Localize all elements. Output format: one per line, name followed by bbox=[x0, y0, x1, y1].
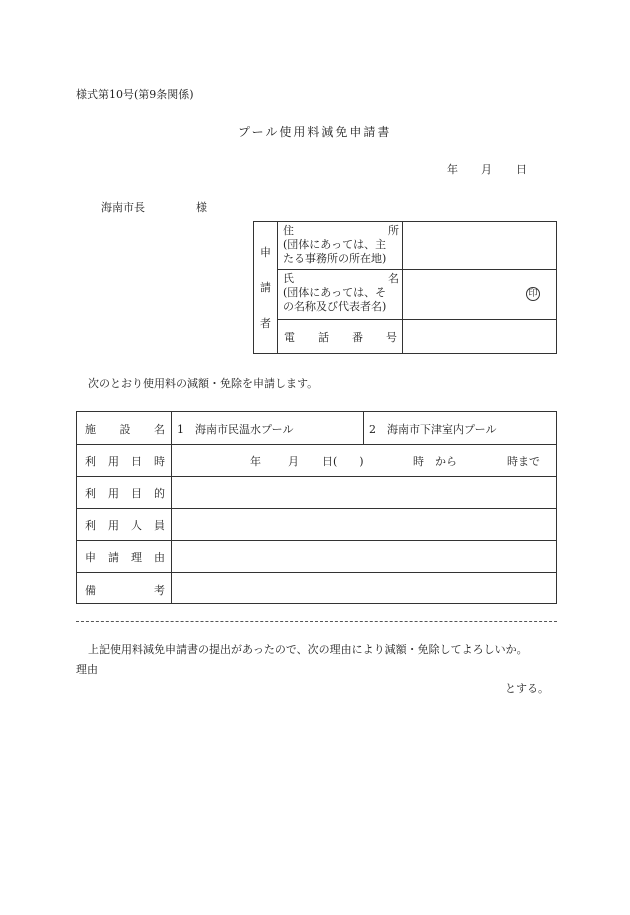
application-table bbox=[76, 411, 557, 604]
form-number: 様式第10号(第9条関係) bbox=[76, 88, 194, 101]
closing-text: とする。 bbox=[505, 682, 549, 695]
reason-label: 理由 bbox=[76, 663, 98, 676]
row-label-facility: 施 設 名 bbox=[85, 423, 165, 436]
facility-option-1[interactable]: 1 海南市民温水プール bbox=[177, 423, 294, 436]
row-label-reason: 申 請 理 由 bbox=[85, 551, 165, 564]
date-year: 年 bbox=[447, 163, 458, 176]
seal-mark: 印 bbox=[526, 287, 540, 301]
datetime-day: 日( ) bbox=[322, 455, 364, 468]
address-label: 住 所 (団体にあっては、主 たる事務所の所在地) bbox=[283, 224, 399, 265]
row-label-attendees: 利 用 人 員 bbox=[85, 519, 165, 532]
row-label-remarks: 備 考 bbox=[85, 584, 165, 597]
datetime-month: 月 bbox=[288, 455, 299, 468]
datetime-year: 年 bbox=[250, 455, 261, 468]
applicant-side-char: 請 bbox=[260, 281, 271, 294]
address-value[interactable] bbox=[404, 223, 554, 268]
addressee-honorific: 様 bbox=[196, 201, 207, 214]
page-title: プール使用料減免申請書 bbox=[238, 125, 392, 139]
intro-text: 次のとおり使用料の減額・免除を申請します。 bbox=[88, 377, 319, 390]
row-label-purpose: 利 用 目 的 bbox=[85, 487, 165, 500]
name-label: 氏 名 (団体にあっては、そ の名称及び代表者名) bbox=[283, 272, 399, 313]
applicant-side-char: 者 bbox=[260, 317, 271, 330]
datetime-from: 時 から bbox=[413, 455, 457, 468]
datetime-to: 時まで bbox=[507, 455, 540, 468]
addressee-name: 海南市長 bbox=[101, 201, 145, 214]
facility-option-2[interactable]: 2 海南市下津室内プール bbox=[369, 423, 497, 436]
cut-line bbox=[76, 621, 557, 622]
row-label-datetime: 利 用 日 時 bbox=[85, 455, 165, 468]
date-month: 月 bbox=[481, 163, 492, 176]
phone-label: 電 話 番 号 bbox=[284, 331, 397, 344]
approval-text: 上記使用料減免申請書の提出があったので、次の理由により減額・免除してよろしいか。 bbox=[88, 643, 528, 656]
phone-value[interactable] bbox=[404, 321, 554, 352]
date-day: 日 bbox=[516, 163, 527, 176]
applicant-table bbox=[253, 221, 557, 354]
applicant-side-char: 申 bbox=[260, 246, 271, 259]
